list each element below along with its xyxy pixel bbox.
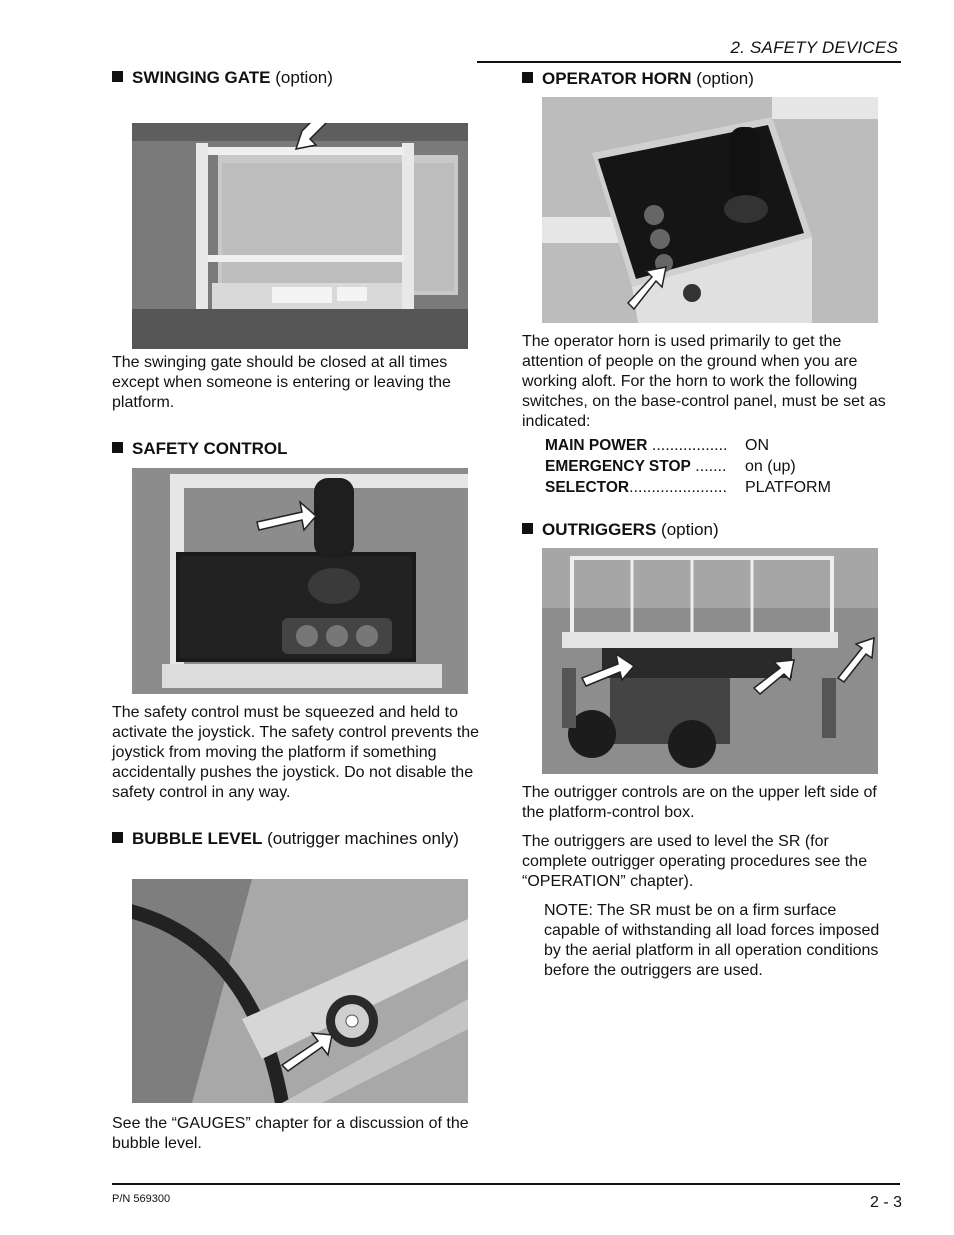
switch-value: on (up) — [745, 458, 796, 475]
operator-horn-heading — [522, 68, 754, 89]
switch-value: ON — [745, 437, 769, 454]
section-header: 2. SAFETY DEVICES — [730, 38, 898, 57]
switch-name: EMERGENCY STOP ....... — [545, 458, 727, 475]
switch-name: SELECTOR...................... — [545, 479, 727, 496]
bullet-square-icon — [112, 832, 123, 843]
bubble-level-qualifier: (outrigger machines only) — [267, 829, 459, 848]
safety-control-photo — [132, 468, 468, 694]
footer-divider — [112, 1183, 900, 1185]
outriggers-text-controls: The outrigger controls are on the upper left side of the platform-control box. — [522, 784, 877, 821]
outriggers-heading — [522, 519, 719, 540]
outriggers-qualifier: (option) — [661, 520, 719, 539]
header-divider — [477, 61, 901, 63]
swinging-gate-qualifier: (option) — [275, 68, 333, 87]
safety-control-title: SAFETY CONTROL — [132, 439, 288, 458]
bullet-square-icon — [112, 71, 123, 82]
bullet-square-icon — [522, 523, 533, 534]
bullet-square-icon — [522, 72, 533, 83]
safety-control-heading — [112, 438, 288, 459]
swinging-gate-heading — [112, 67, 333, 88]
operator-horn-title: OPERATOR HORN — [542, 69, 692, 88]
switch-settings — [545, 435, 885, 498]
bullet-square-icon — [112, 442, 123, 453]
operator-horn-text: The operator horn is used primarily to get the attention of people on the ground when you are working aloft. For the horn to work the following switches, on the base-control panel, must be set as indicated: — [522, 333, 886, 430]
bubble-level-text: See the “GAUGES” chapter for a discussion of the bubble level. — [112, 1115, 469, 1152]
switch-name: MAIN POWER ................. — [545, 437, 728, 454]
part-number: P/N 569300 — [112, 1193, 171, 1205]
operator-horn-photo — [542, 97, 878, 323]
outriggers-title: OUTRIGGERS — [542, 520, 657, 539]
bubble-level-photo — [132, 879, 468, 1103]
bubble-level-heading — [112, 828, 472, 849]
outriggers-note: NOTE: The SR must be on a firm surface capable of withstanding all load forces imposed by the aerial platform in all operation conditions before the outriggers are used. — [544, 902, 880, 979]
switch-value: PLATFORM — [745, 479, 831, 496]
safety-control-text: The safety control must be squeezed and held to activate the joystick. The safety control prevents the joystick from moving the platform if something accidentally pushes the joystick. Do not disable the safety control in any way. — [112, 704, 479, 801]
outriggers-text-purpose: The outriggers are used to level the SR (for complete outrigger operating procedures see the “OPERATION” chapter). — [522, 833, 868, 890]
outriggers-photo — [542, 548, 878, 774]
swinging-gate-text: The swinging gate should be closed at all times except when someone is entering or leaving the platform. — [112, 354, 451, 411]
bubble-level-title: BUBBLE LEVEL — [132, 829, 263, 848]
swinging-gate-photo — [132, 123, 468, 349]
operator-horn-qualifier: (option) — [696, 69, 754, 88]
swinging-gate-title: SWINGING GATE — [132, 68, 271, 87]
page-number: 2 - 3 — [869, 1194, 902, 1211]
